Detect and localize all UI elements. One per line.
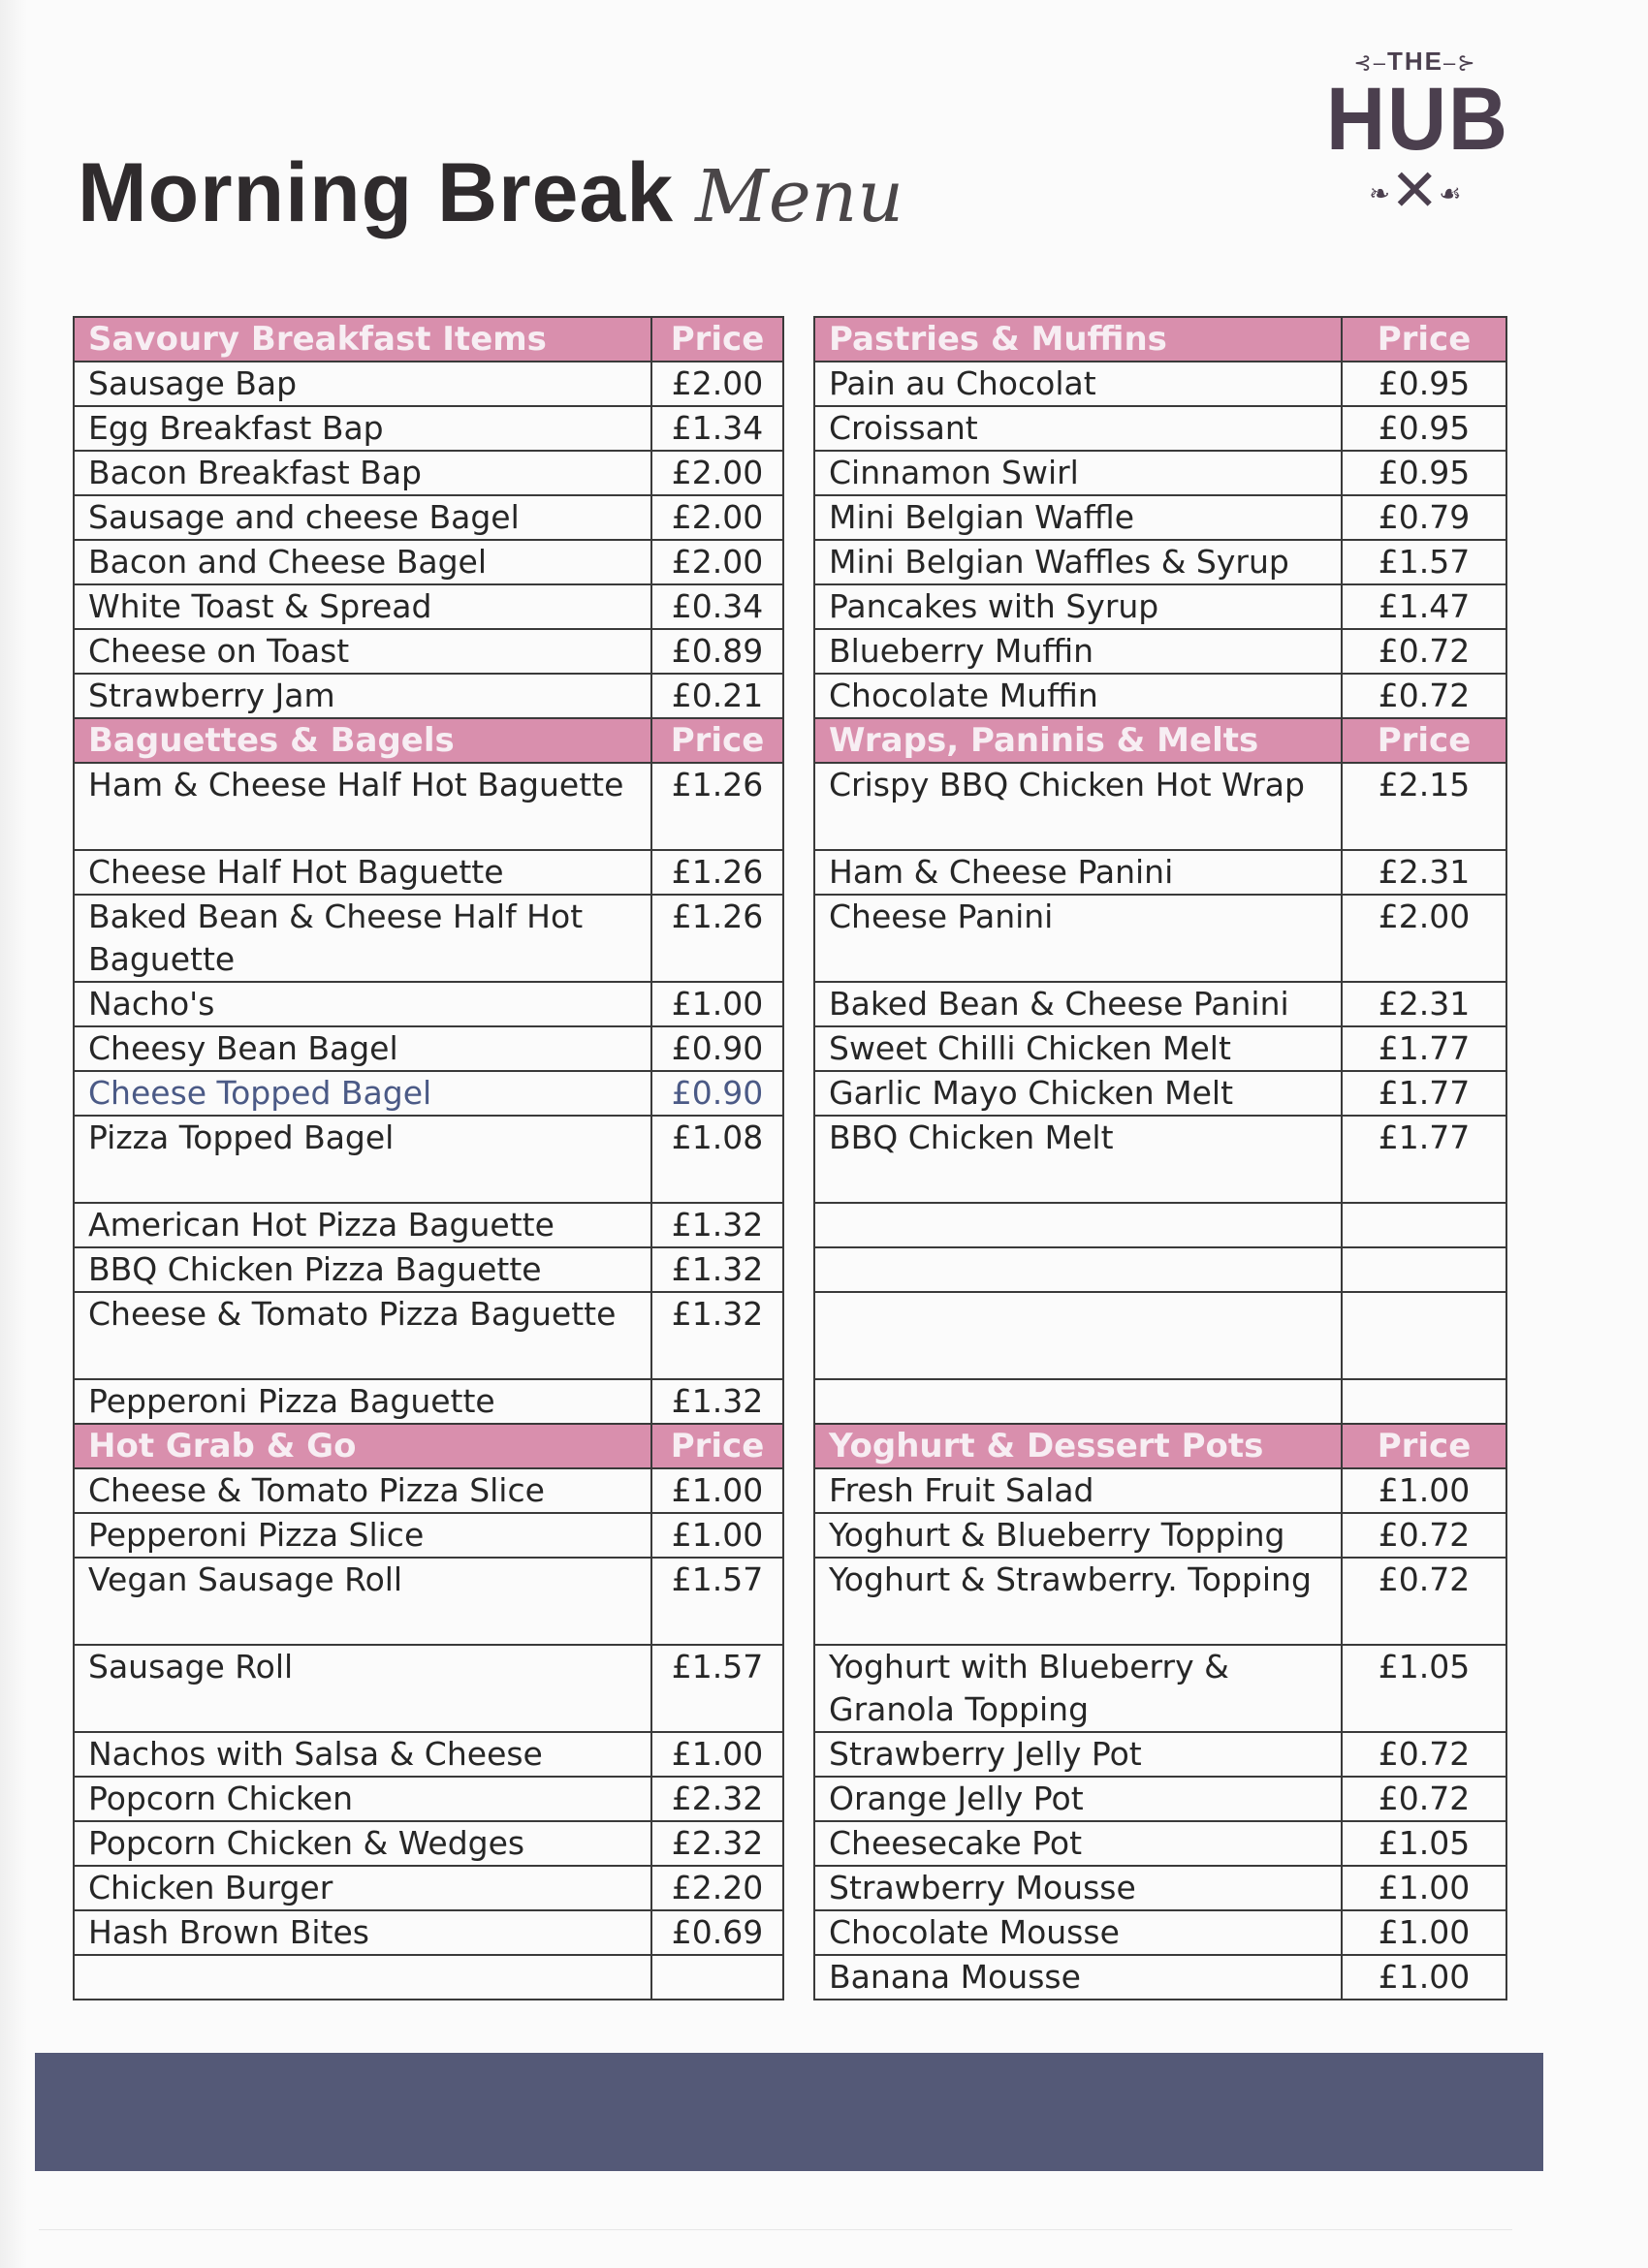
crossed-cutlery-icon: ❧✕☙ [1369,157,1462,225]
price-header: Price [651,1424,783,1468]
item-name: Bacon and Cheese Bagel [74,540,651,584]
column-gap [783,1955,814,2000]
item-price: £2.15 [1342,763,1506,850]
menu-row [74,850,1506,895]
item-price: £0.72 [1342,1732,1506,1777]
item-name: Crispy BBQ Chicken Hot Wrap [814,763,1342,850]
menu-row [74,1247,1506,1292]
column-gap [783,1513,814,1558]
menu-row [74,763,1506,850]
column-gap [783,718,814,763]
item-price: £1.00 [651,1468,783,1513]
menu-row [74,1379,1506,1424]
item-name: Popcorn Chicken & Wedges [74,1821,651,1866]
menu-row [74,1203,1506,1247]
section-title: Yoghurt & Dessert Pots [814,1424,1342,1468]
section-header-row [74,1424,1506,1468]
menu-row [74,406,1506,451]
item-name: Vegan Sausage Roll [74,1558,651,1645]
price-header: Price [1342,1424,1506,1468]
item-price: £1.26 [651,763,783,850]
item-name: Croissant [814,406,1342,451]
section-title: Hot Grab & Go [74,1424,651,1468]
menu-row [74,982,1506,1026]
column-gap [783,1026,814,1071]
item-name: Pain au Chocolat [814,362,1342,406]
item-price: £0.89 [651,629,783,674]
menu-table [73,316,1507,2000]
column-gap [783,1247,814,1292]
item-price: £2.32 [651,1821,783,1866]
item-price: £1.32 [651,1292,783,1379]
item-price: £2.00 [651,451,783,495]
item-price: £0.90 [651,1071,783,1116]
title-script: Menu [695,155,903,238]
item-name: Ham & Cheese Panini [814,850,1342,895]
logo-the: ⊰–THE–⊱ [1353,47,1477,76]
item-name: Strawberry Jelly Pot [814,1732,1342,1777]
menu-row [74,1116,1506,1203]
menu-row [74,1866,1506,1910]
menu-row [74,451,1506,495]
item-name: Cheese & Tomato Pizza Slice [74,1468,651,1513]
item-name: BBQ Chicken Pizza Baguette [74,1247,651,1292]
column-gap [783,1116,814,1203]
item-price: £0.95 [1342,406,1506,451]
column-gap [783,763,814,850]
menu-row [74,1910,1506,1955]
item-price [1342,1379,1506,1424]
price-header: Price [1342,718,1506,763]
item-price: £2.00 [651,495,783,540]
item-price: £0.90 [651,1026,783,1071]
the-hub-logo [1318,47,1512,240]
item-name: Nachos with Salsa & Cheese [74,1732,651,1777]
item-name: Garlic Mayo Chicken Melt [814,1071,1342,1116]
item-name: Sausage and cheese Bagel [74,495,651,540]
menu-row [74,895,1506,982]
item-price: £1.00 [1342,1910,1506,1955]
item-name: Banana Mousse [814,1955,1342,2000]
menu-row [74,1513,1506,1558]
item-price: £1.26 [651,895,783,982]
item-price: £1.05 [1342,1821,1506,1866]
menu-row [74,540,1506,584]
price-header: Price [651,718,783,763]
item-name: Cheesy Bean Bagel [74,1026,651,1071]
item-price [1342,1292,1506,1379]
column-gap [783,1732,814,1777]
column-gap [783,1645,814,1732]
item-price: £0.72 [1342,1558,1506,1645]
item-price: £2.00 [651,540,783,584]
item-name: Pepperoni Pizza Slice [74,1513,651,1558]
menu-row [74,1777,1506,1821]
menu-row [74,1558,1506,1645]
item-price: £0.95 [1342,362,1506,406]
item-price: £1.57 [651,1645,783,1732]
item-name [74,1955,651,2000]
item-price: £1.08 [651,1116,783,1203]
footer-band [35,2053,1543,2171]
item-name [814,1379,1342,1424]
item-name [814,1203,1342,1247]
column-gap [783,495,814,540]
item-name: Blueberry Muffin [814,629,1342,674]
item-name: Sweet Chilli Chicken Melt [814,1026,1342,1071]
item-name: Cinnamon Swirl [814,451,1342,495]
item-name [814,1247,1342,1292]
column-gap [783,1424,814,1468]
menu-row [74,1821,1506,1866]
item-price: £1.77 [1342,1116,1506,1203]
column-gap [783,1292,814,1379]
item-price: £1.00 [651,982,783,1026]
column-gap [783,674,814,718]
item-price: £0.72 [1342,674,1506,718]
item-price: £1.00 [1342,1468,1506,1513]
item-name: American Hot Pizza Baguette [74,1203,651,1247]
item-price [651,1955,783,2000]
item-name: Mini Belgian Waffles & Syrup [814,540,1342,584]
item-price: £2.20 [651,1866,783,1910]
item-price [1342,1203,1506,1247]
item-price: £0.21 [651,674,783,718]
item-name: Nacho's [74,982,651,1026]
item-name: Fresh Fruit Salad [814,1468,1342,1513]
item-name: Chocolate Mousse [814,1910,1342,1955]
item-name: Strawberry Jam [74,674,651,718]
column-gap [783,850,814,895]
item-price: £0.72 [1342,629,1506,674]
item-price: £1.00 [1342,1955,1506,2000]
item-price: £0.72 [1342,1777,1506,1821]
item-name: Cheese & Tomato Pizza Baguette [74,1292,651,1379]
item-name: Cheese Topped Bagel [74,1071,651,1116]
item-price: £2.00 [1342,895,1506,982]
item-name: Sausage Bap [74,362,651,406]
item-name: Chicken Burger [74,1866,651,1910]
item-name: Ham & Cheese Half Hot Baguette [74,763,651,850]
column-gap [783,1203,814,1247]
item-name: Pancakes with Syrup [814,584,1342,629]
item-price: £0.79 [1342,495,1506,540]
item-price: £1.77 [1342,1071,1506,1116]
menu-row [74,1955,1506,2000]
price-header: Price [651,317,783,362]
column-gap [783,1468,814,1513]
item-price: £2.00 [651,362,783,406]
column-gap [783,982,814,1026]
item-price: £2.32 [651,1777,783,1821]
item-price: £1.32 [651,1203,783,1247]
price-header: Price [1342,317,1506,362]
item-name: Yoghurt with Blueberry & Granola Topping [814,1645,1342,1732]
section-title: Baguettes & Bagels [74,718,651,763]
item-price: £1.34 [651,406,783,451]
column-gap [783,406,814,451]
column-gap [783,317,814,362]
column-gap [783,1071,814,1116]
item-name: Bacon Breakfast Bap [74,451,651,495]
sprig-left-icon: ❧ [1369,179,1391,209]
item-price: £1.00 [1342,1866,1506,1910]
column-gap [783,1910,814,1955]
section-header-row [74,718,1506,763]
item-name: Egg Breakfast Bap [74,406,651,451]
item-price: £2.31 [1342,982,1506,1026]
section-header-row [74,317,1506,362]
logo-hub: HUB [1326,70,1509,169]
scan-edge [0,0,27,2268]
menu-row [74,495,1506,540]
item-name: Yoghurt & Blueberry Topping [814,1513,1342,1558]
column-gap [783,1558,814,1645]
item-name [814,1292,1342,1379]
item-name: Chocolate Muffin [814,674,1342,718]
item-name: Strawberry Mousse [814,1866,1342,1910]
item-name: White Toast & Spread [74,584,651,629]
item-name: Sausage Roll [74,1645,651,1732]
item-price: £1.77 [1342,1026,1506,1071]
item-price: £0.72 [1342,1513,1506,1558]
page-title [78,145,903,252]
column-gap [783,1821,814,1866]
item-price: £0.95 [1342,451,1506,495]
item-price: £1.00 [651,1732,783,1777]
item-name: Yoghurt & Strawberry. Topping [814,1558,1342,1645]
item-name: Popcorn Chicken [74,1777,651,1821]
item-price: £1.32 [651,1247,783,1292]
item-price: £1.05 [1342,1645,1506,1732]
column-gap [783,362,814,406]
scan-line [39,2229,1512,2230]
column-gap [783,895,814,982]
section-title: Pastries & Muffins [814,317,1342,362]
item-price: £2.31 [1342,850,1506,895]
item-price: £1.26 [651,850,783,895]
column-gap [783,1866,814,1910]
item-name: Cheese on Toast [74,629,651,674]
column-gap [783,584,814,629]
item-name: Orange Jelly Pot [814,1777,1342,1821]
column-gap [783,1777,814,1821]
item-name: Hash Brown Bites [74,1910,651,1955]
item-price [1342,1247,1506,1292]
column-gap [783,629,814,674]
item-price: £0.69 [651,1910,783,1955]
menu-row [74,1468,1506,1513]
column-gap [783,451,814,495]
menu-row [74,1732,1506,1777]
menu-row [74,1026,1506,1071]
section-title: Wraps, Paninis & Melts [814,718,1342,763]
column-gap [783,1379,814,1424]
item-name: Baked Bean & Cheese Half Hot Baguette [74,895,651,982]
item-price: £0.34 [651,584,783,629]
item-name: BBQ Chicken Melt [814,1116,1342,1203]
item-name: Cheesecake Pot [814,1821,1342,1866]
menu-row [74,362,1506,406]
item-price: £1.57 [651,1558,783,1645]
item-name: Cheese Panini [814,895,1342,982]
menu-row [74,584,1506,629]
item-price: £1.32 [651,1379,783,1424]
item-price: £1.57 [1342,540,1506,584]
column-gap [783,540,814,584]
title-main: Morning Break [78,146,675,239]
sprig-right-icon: ☙ [1439,179,1462,209]
item-name: Mini Belgian Waffle [814,495,1342,540]
flourish-right-icon: –⊱ [1443,50,1477,75]
menu-row [74,1645,1506,1732]
item-name: Cheese Half Hot Baguette [74,850,651,895]
menu-row [74,674,1506,718]
item-name: Pizza Topped Bagel [74,1116,651,1203]
menu-row [74,1292,1506,1379]
flourish-left-icon: ⊰– [1353,50,1387,75]
menu-row [74,629,1506,674]
menu-row [74,1071,1506,1116]
section-title: Savoury Breakfast Items [74,317,651,362]
item-name: Baked Bean & Cheese Panini [814,982,1342,1026]
item-name: Pepperoni Pizza Baguette [74,1379,651,1424]
item-price: £1.00 [651,1513,783,1558]
item-price: £1.47 [1342,584,1506,629]
